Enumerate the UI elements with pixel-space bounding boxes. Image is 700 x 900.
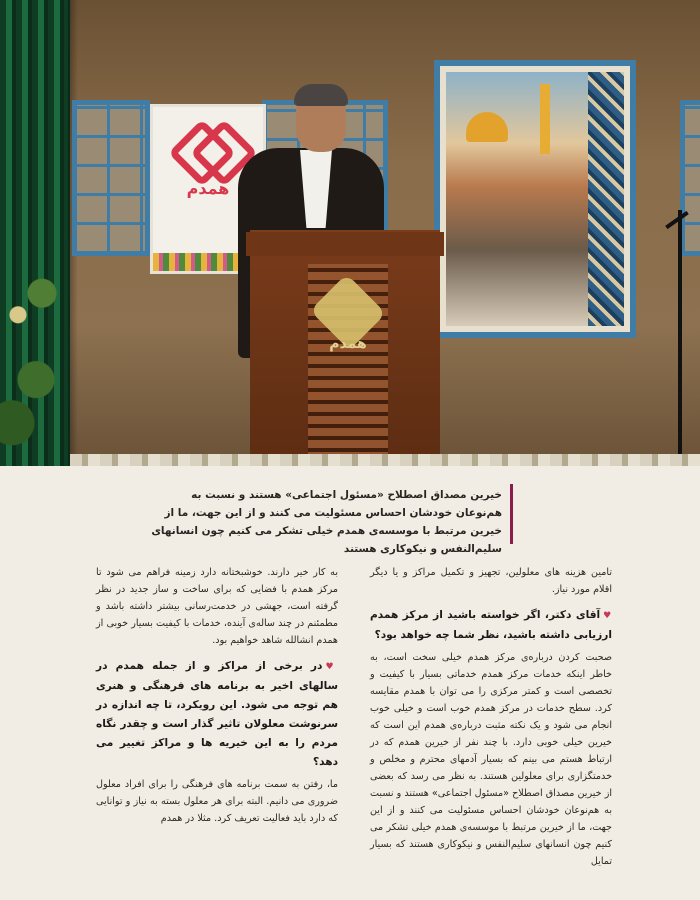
window-left — [72, 100, 150, 256]
speaker-hair — [294, 84, 348, 106]
banner-logo-text: همدم — [186, 179, 230, 198]
question-heading — [96, 657, 338, 772]
column-right — [370, 564, 612, 878]
hamdam-logo-icon — [178, 123, 238, 171]
flower-arrangement — [0, 250, 60, 466]
question-text: در برخی از مراکز و از جمله همدم در سالهای اخیر به برنامه های فرهنگی و هنری هم توجه می شود. این رویکرد، تا چه اندازه در سرنوشت معلولان تاثیر گذار است و چقدر نگاه مردم را به این خیریه ها و مراکز تغییر می دهد؟ — [96, 660, 338, 768]
podium-logo-text: همدم — [329, 336, 367, 352]
heart-bullet-icon: ♥ — [603, 611, 612, 621]
floor-flowers — [70, 454, 700, 466]
question-text: آقای دکتر، اگر خواسته باشید از مرکز همدم ارزیابی داشته باشید، نظر شما چه خواهد بود؟ — [370, 609, 612, 641]
shrine-picture — [446, 72, 624, 326]
microphone-stand — [678, 210, 682, 460]
minaret — [540, 84, 550, 154]
article-body — [96, 564, 612, 867]
column-left — [96, 564, 338, 835]
question-heading — [370, 606, 612, 645]
answer-paragraph: صحبت کردن درباره‌ی مرکز همدم خیلی سخت است، به خاطر اینکه خدمات مرکز همدم خدماتی بسیار با کیفیت و تخصصی است و کمتر مرکزی را می توان با همدم مقایسه کرد. سطح خدمات در مرکز همدم خوب است و خیلی خوب انجام می شود و یک نکته مثبت درباره‌ی همدم این است که خیرین خیلی خوبی دارد. با چند نفر از خیرین همدم که در ارتباط هستم می بینم که بسیار آدمهای محترم و مخلص و خدمتگزاری برای معلولین هستند. به نظر می رسد که بعضی از خیرین مصداق اصطلاح «مسئول اجتماعی» هستند و نسبت به هم‌نوعان خودشان احساس مسئولیت می کنند و از این جهت، ما از خیرین مرتبط با موسسه‌ی همدم خیلی تشکر می کنیم چون انسانهای سلیم‌النفس و نیکوکاری هستند که بسیار تمایل — [370, 652, 612, 867]
intro-paragraph: تامین هزینه های معلولین، تجهیز و تکمیل مراکز و یا دیگر اقلام مورد نیاز. — [370, 567, 612, 595]
pull-quote: خیرین مصداق اصطلاح «مسئول اجتماعی» هستند و نسبت به هم‌نوعان خودشان احساس مسئولیت می کنند و از این جهت، ما از خیرین مرتبط با موسسه‌ی همدم خیلی تشکر می کنیم چون انسانهای سلیم‌النفس و نیکوکاری هستند — [151, 489, 502, 555]
answer-paragraph: ما، رفتن به سمت برنامه های فرهنگی را برای افراد معلول ضروری می دانیم. البته برای هر معلول بسته به نیاز و توانایی که دارد باید فعالیت تعریف کرد. مثلا در همدم — [96, 779, 338, 824]
window-right-edge — [680, 100, 700, 256]
shrine-picture-frame — [434, 60, 636, 338]
golden-dome — [466, 112, 508, 142]
podium-top — [246, 232, 444, 256]
heart-bullet-icon: ♥ — [325, 662, 339, 672]
quote-accent-bar — [510, 484, 513, 544]
tile-wall — [588, 72, 624, 326]
continuation-paragraph: به کار خیر دارند. خوشبختانه دارد زمینه فراهم می شود تا مرکز همدم با فضایی که برای ساخت و ساز جدید در نظر گرفته است، جهشی در خدمت‌رسانی بیشتر داشته باشد و مطمئنم در چند ساله‌ی آینده، خدمات با کیفیت بسیار خوبی از همدم انشالله شاهد خواهیم بود. — [96, 567, 338, 646]
